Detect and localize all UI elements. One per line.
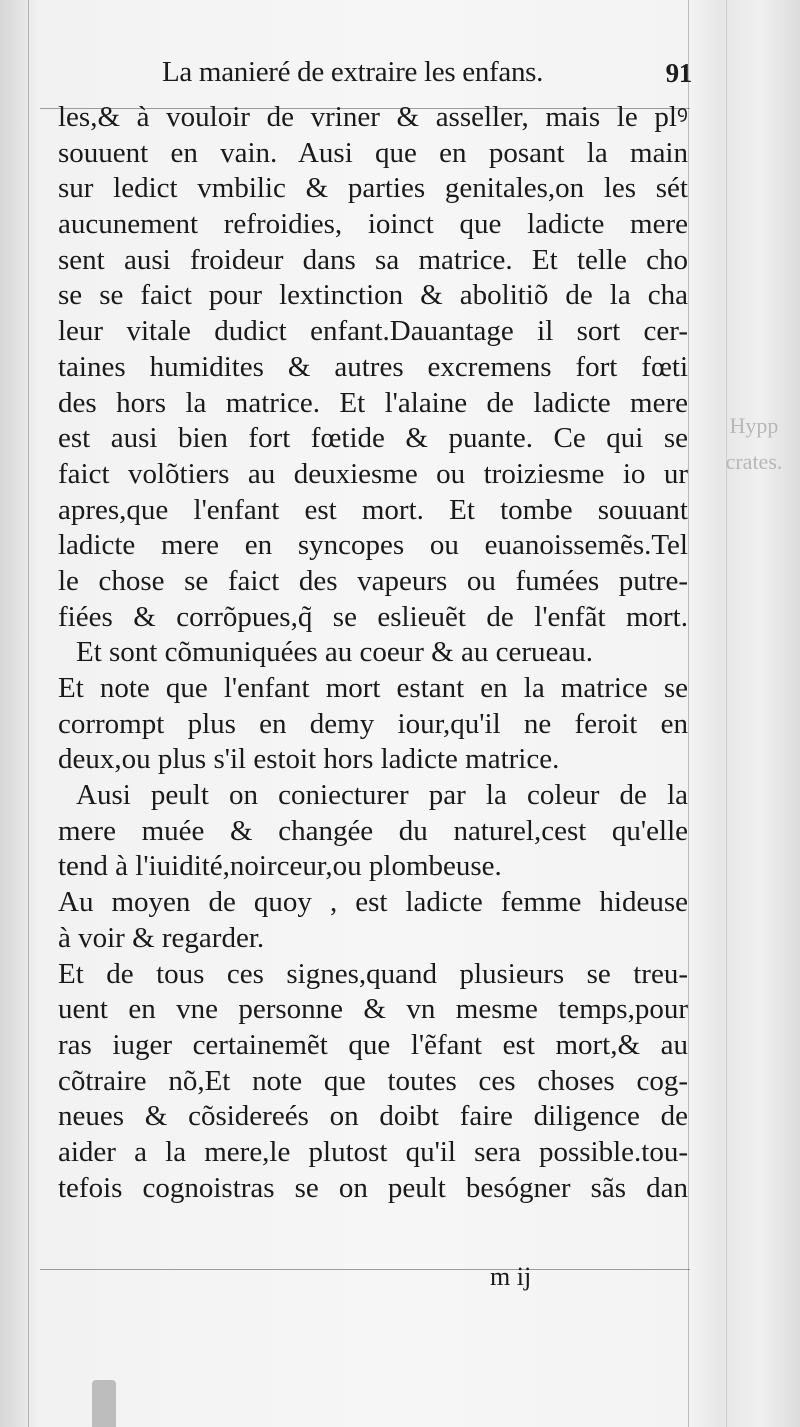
text-line: ladicte mere en syncopes ou euanoissemẽs.Tel xyxy=(58,529,688,562)
page-edge-left xyxy=(28,0,29,1427)
text-line: leur vitale dudict enfant.Dauantage il sort cer- xyxy=(58,315,688,348)
text-line: sur ledict vmbilic & parties genitales,on les sét xyxy=(58,172,688,205)
text-line: neues & cõsidereés on doibt faire diligence de xyxy=(58,1100,688,1133)
thumb-shadow xyxy=(92,1380,116,1427)
running-header xyxy=(162,56,692,96)
text-line: aider a la mere,le plutost qu'il sera possible.tou- xyxy=(58,1135,688,1168)
text-line: deux,ou plus s'il estoit hors ladicte matrice. xyxy=(58,743,560,776)
marginal-note-line: Hypp xyxy=(729,413,779,438)
text-line: souuent en vain. Ausi que en posant la main xyxy=(58,136,688,169)
body-text xyxy=(58,100,688,1206)
text-line: les,& à vouloir de vriner & asseller, mais le plꝰ xyxy=(58,101,688,133)
text-line: se se faict pour lextinction & abolitiõ de la cha xyxy=(58,279,688,312)
text-line: des hors la matrice. Et l'alaine de ladicte mere xyxy=(58,386,688,419)
text-line: tend à l'iuidité,noirceur,ou plombeuse. xyxy=(58,850,502,883)
text-line: à voir & regarder. xyxy=(58,921,265,954)
text-line: Et note que l'enfant mort estant en la matrice se xyxy=(58,672,688,704)
marginal-note-line: crates. xyxy=(725,449,783,474)
text-line: tefois cognoistras se on peult besógner sãs dan xyxy=(58,1171,688,1204)
text-line: Au moyen de quoy , est ladicte femme hideuse xyxy=(58,886,688,919)
page-number: 91 xyxy=(665,58,692,88)
text-line: corrompt plus en demy iour,qu'il ne feroit en xyxy=(58,707,688,740)
text-line: taines humidites & autres excremens fort fœti xyxy=(58,350,688,383)
text-line: mere muée & changée du naturel,cest qu'elle xyxy=(58,814,688,847)
text-line: uent en vne personne & vn mesme temps,pour xyxy=(58,993,688,1026)
text-line: est ausi bien fort fœtide & puante. Ce qui se xyxy=(58,422,688,455)
text-line: aucunement refroidies, ioinct que ladicte mere xyxy=(58,208,688,241)
running-title: La manieré de extraire les enfans. xyxy=(162,56,544,88)
text-line: sent ausi froideur dans sa matrice. Et telle cho xyxy=(58,243,688,276)
text-line: Et sont cõmuniquées au coeur & au cerueau. xyxy=(76,636,593,669)
text-line: apres,que l'enfant est mort. Et tombe souuant xyxy=(58,493,688,526)
marginal-note xyxy=(708,408,800,480)
text-line: cõtraire nõ,Et note que toutes ces choses cog- xyxy=(58,1064,688,1097)
text-line: Ausi peult on coniecturer par la coleur de la xyxy=(76,779,688,812)
text-line: fiées & corrõpues,q̃ se eslieuẽt de l'enfãt mort. xyxy=(58,600,688,633)
text-line: faict volõtiers au deuxiesme ou troiziesme io ur xyxy=(58,457,688,490)
text-line: ras iuger certainemẽt que l'ẽfant est mort,& au xyxy=(58,1028,688,1061)
text-line: Et de tous ces signes,quand plusieurs se treu- xyxy=(58,957,688,990)
signature-mark: m ij xyxy=(490,1262,532,1291)
text-line: le chose se faict des vapeurs ou fumées putre- xyxy=(58,564,688,597)
facing-page-edge xyxy=(726,0,727,1427)
